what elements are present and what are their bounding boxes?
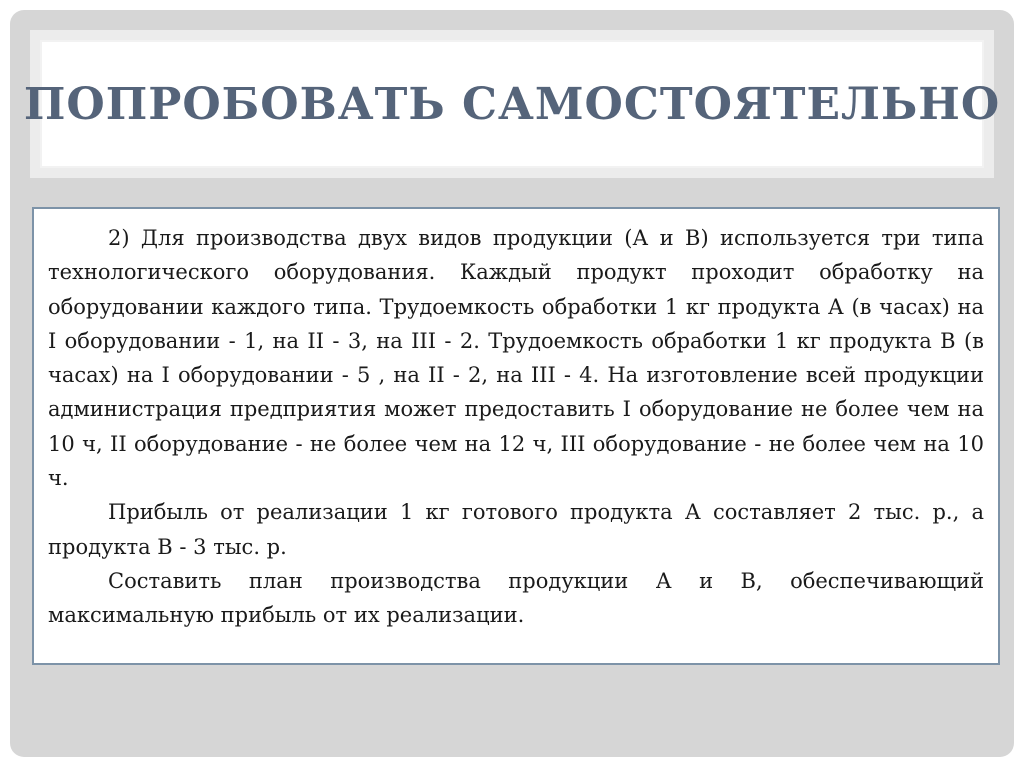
- title-panel: [23, 30, 1001, 178]
- task-text-box: [32, 207, 1000, 665]
- task-paragraph-conditions: 2) Для производства двух видов продукции (А и В) используется три типа технологического оборудования. Каждый продукт проходит обработку на оборудовании каждого типа. Трудоемкость обработки 1 кг продукта А (в часах) на I оборудовании - 1, на II - 3, на III - 2. Трудоемкость обработки 1 кг продукта В (в часах) на I оборудовании - 5 , на II - 2, на III - 4. На изготовление всей продукции администрация предприятия может предоставить I оборудование не более чем на 10 ч, II оборудование - не более чем на 12 ч, III оборудование - не более чем на 10 ч.: [48, 226, 984, 491]
- task-paragraph-goal: Составить план производства продукции А и В, обеспечивающий максимальную прибыль от их реализации.: [48, 568, 984, 628]
- slide: [10, 10, 1014, 757]
- task-paragraph-profit: Прибыль от реализации 1 кг готового продукта А составляет 2 тыс. р., а продукта В - 3 тыс. р.: [48, 500, 984, 559]
- title-panel-inner: [23, 42, 1001, 166]
- slide-title: ПОПРОБОВАТЬ САМОСТОЯТЕЛЬНО: [23, 78, 1001, 130]
